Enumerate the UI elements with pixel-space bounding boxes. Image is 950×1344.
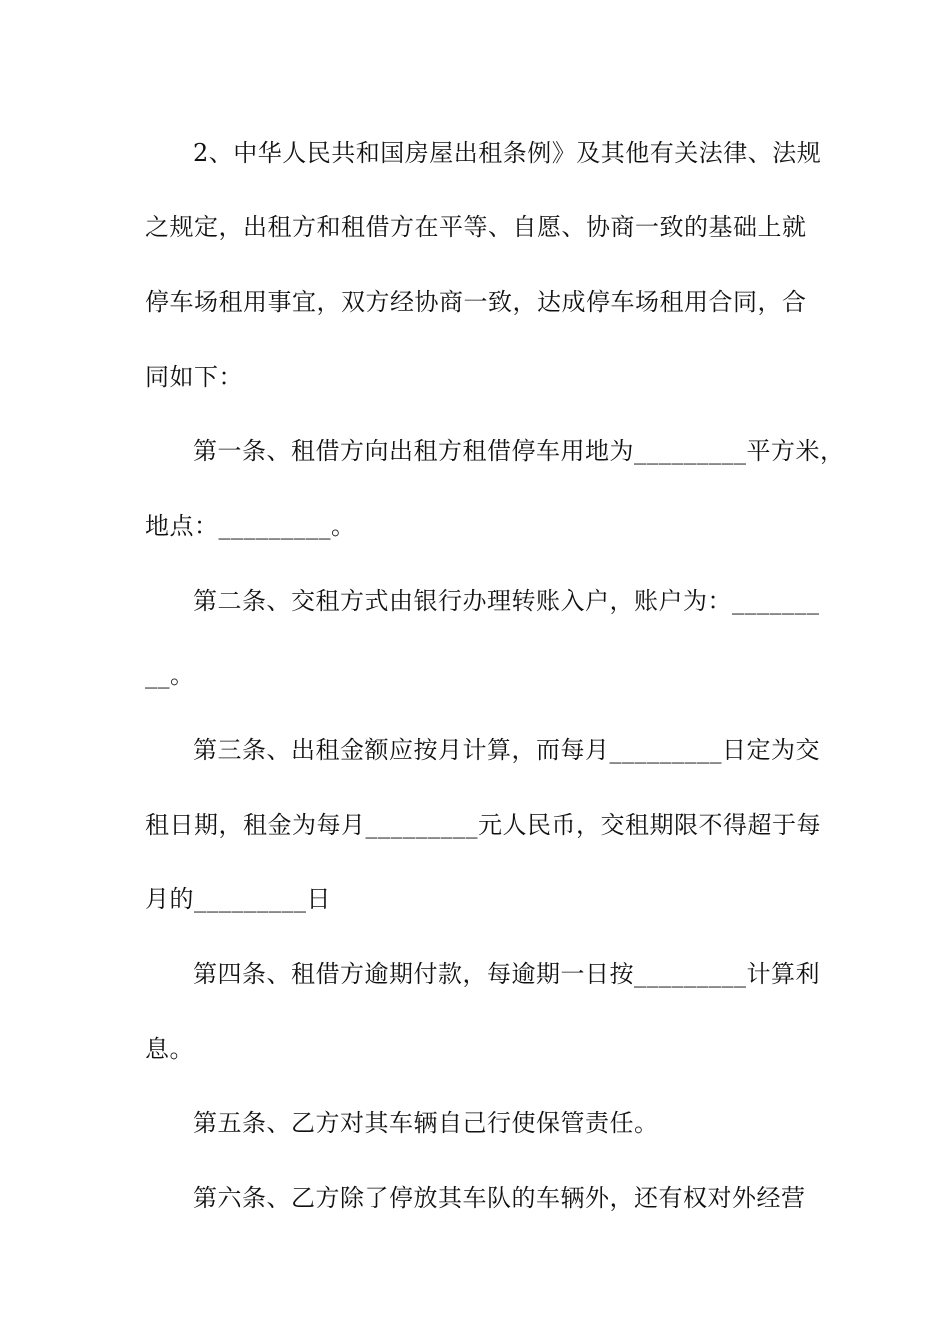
article-3-line: 租日期，租金为每月_________元人民币，交租期限不得超于每 (145, 811, 821, 839)
article-5-line: 第五条、乙方对其车辆自己行使保管责任。 (193, 1109, 659, 1137)
paragraph-line: 同如下： (145, 363, 243, 391)
article-2-line: __。 (145, 661, 195, 689)
article-3-line: 第三条、出租金额应按月计算，而每月_________日定为交 (193, 736, 820, 764)
paragraph-line: 2、中华人民共和国房屋出租条例》及其他有关法律、法规 (193, 139, 822, 167)
article-4-line: 息。 (145, 1035, 194, 1063)
paragraph-line: 之规定，出租方和租借方在平等、自愿、协商一致的基础上就 (145, 213, 807, 241)
article-1-line: 地点：_________。 (145, 512, 356, 540)
article-4-line: 第四条、租借方逾期付款，每逾期一日按_________计算利 (193, 960, 820, 988)
article-3-line: 月的_________日 (145, 885, 331, 913)
article-6-line: 第六条、乙方除了停放其车队的车辆外，还有权对外经营 (193, 1184, 806, 1212)
article-1-line: 第一条、租借方向出租方租借停车用地为_________平方米， (193, 437, 845, 465)
article-2-line: 第二条、交租方式由银行办理转账入户，账户为：_______ (193, 587, 820, 615)
paragraph-line: 停车场租用事宜，双方经协商一致，达成停车场租用合同，合 (145, 288, 807, 316)
